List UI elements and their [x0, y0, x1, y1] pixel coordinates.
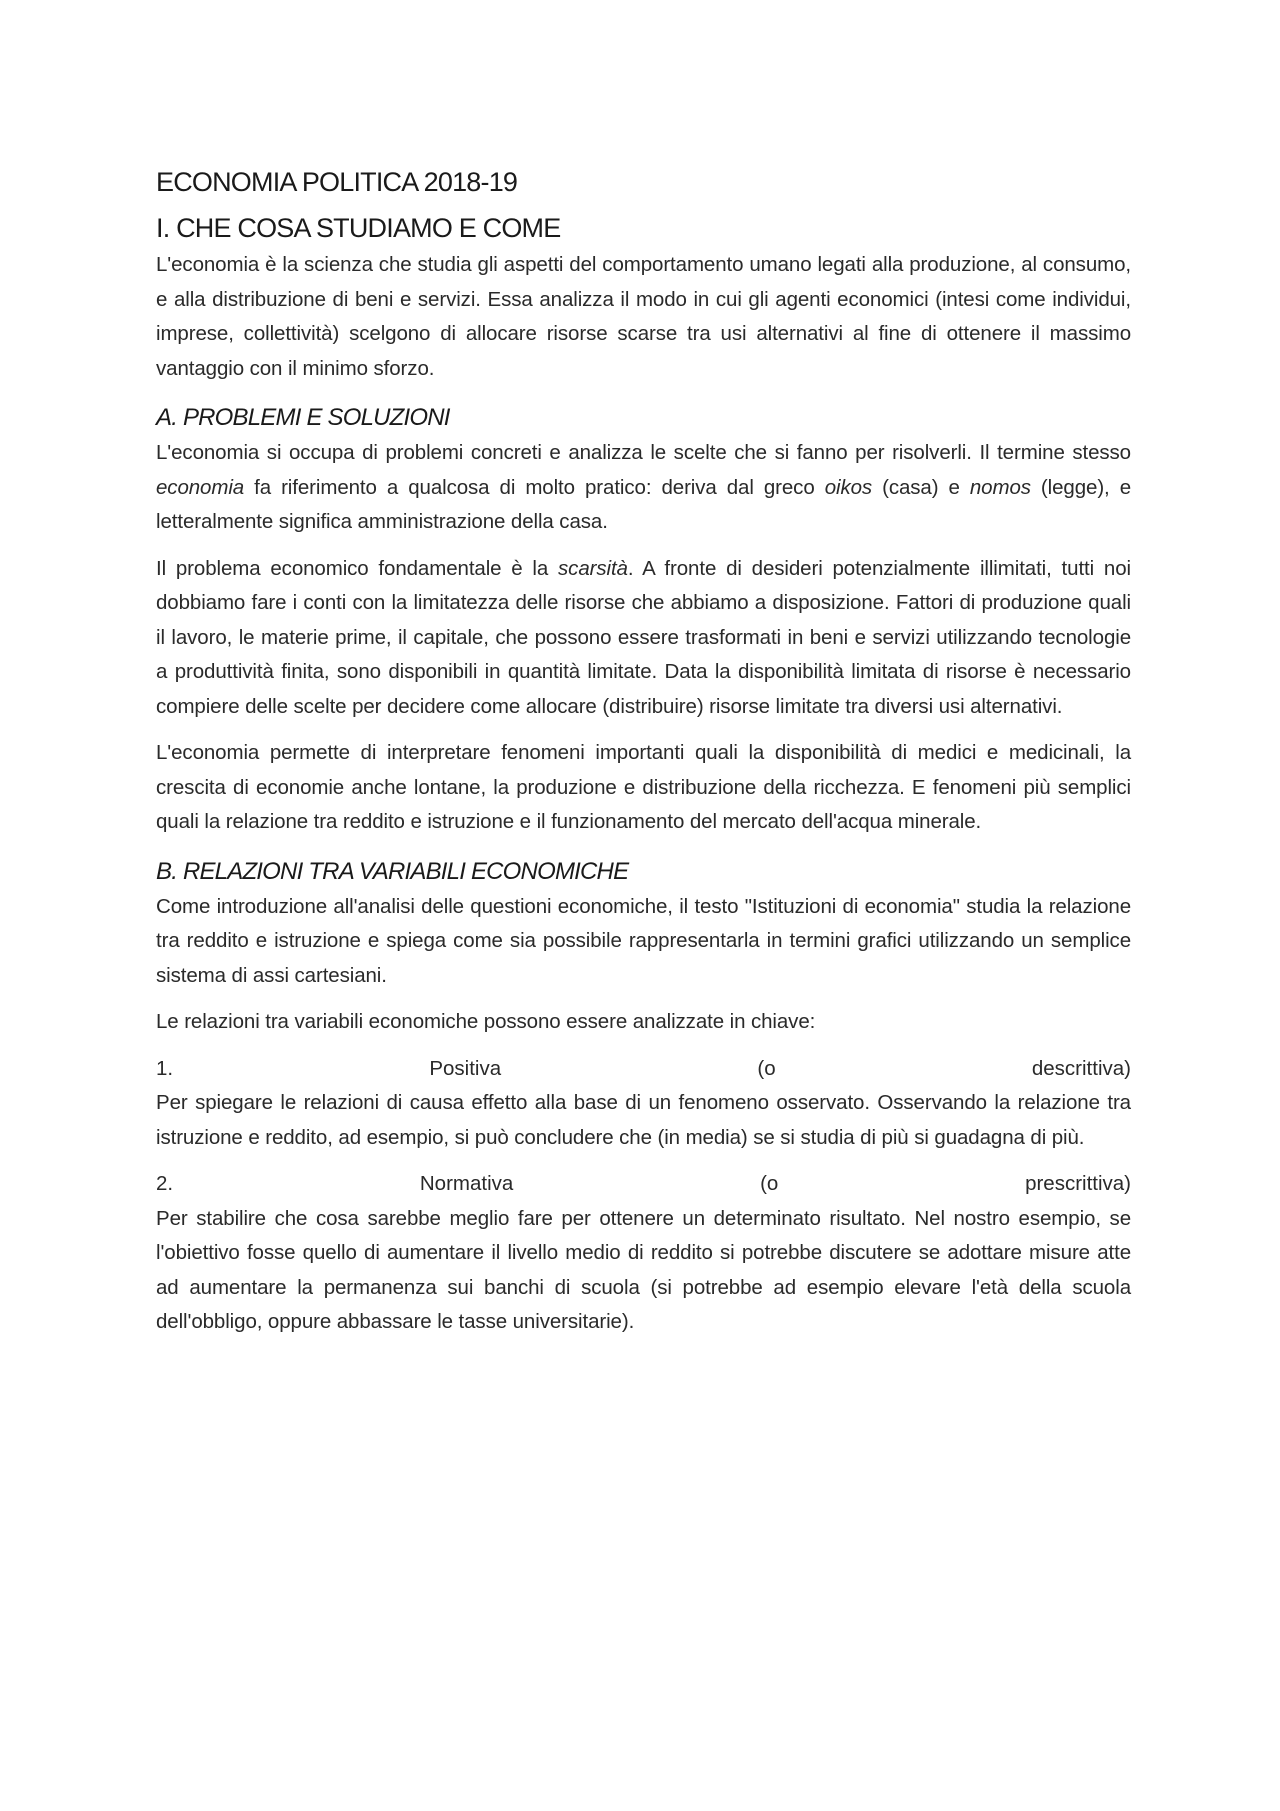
- list-item-1-text: Per spiegare le relazioni di causa effetto alla base di un fenomeno osservato. Osservando la relazione tra istruzione e reddito, ad esempio, si può concludere che (in media) se si studia di più si guadagna di più.: [156, 1091, 1131, 1149]
- list-item-2-header: 2. Normativa (o prescrittiva): [156, 1172, 1131, 1195]
- section-a-paragraph-3: L'economia permette di interpretare fenomeni importanti quali la disponibilità di medici e medicinali, la crescita di economie anche lontane, la produzione e distribuzione della ricchezza. E fenomeni più semplici quali la relazione tra reddito e istruzione e il funzionamento del mercato dell'acqua minerale.: [156, 741, 1131, 833]
- chapter-title: I. CHE COSA STUDIAMO E COME: [156, 213, 561, 243]
- section-b-paragraph-1: Come introduzione all'analisi delle questioni economiche, il testo "Istituzioni di economia" studia la relazione tra reddito e istruzione e spiega come sia possibile rappresentarla in termini grafici utilizzando un semplice sistema di assi cartesiani.: [156, 894, 1131, 987]
- list-item-1-header: 1. Positiva (o descrittiva): [156, 1056, 1131, 1080]
- document-title: ECONOMIA POLITICA 2018-19: [156, 167, 518, 197]
- section-a-paragraph-1: L'economia si occupa di problemi concreti e analizza le scelte che si fanno per risolverli. Il termine stesso economia fa riferimento a qualcosa di molto pratico: deriva dal greco oikos (casa) e nomos (legge), e letteralmente significa amministrazione della casa.: [156, 441, 1131, 533]
- section-b-paragraph-2: Le relazioni tra variabili economiche possono essere analizzate in chiave:: [156, 1010, 816, 1033]
- document-page: [156, 162, 1131, 1340]
- section-a-paragraph-2: Il problema economico fondamentale è la scarsità. A fronte di desideri potenzialmente illimitati, tutti noi dobbiamo fare i conti con la limitatezza delle risorse che abbiamo a disposizione. Fattori di produzione quali il lavoro, le materie prime, il capitale, che possono essere trasformati in beni e servizi utilizzando tecnologie a produttività finita, sono disponibili in quantità limitate. Data la disponibilità limitata di risorse è necessario compiere delle scelte per decidere come allocare (distribuire) risorse limitate tra diversi usi alternativi.: [156, 556, 1131, 718]
- list-item-2-text: Per stabilire che cosa sarebbe meglio fare per ottenere un determinato risultato. Nel nostro esempio, se l'obiettivo fosse quello di aumentare il livello medio di reddito si potrebbe discutere se adottare misure atte ad aumentare la permanenza sui banchi di scuola (si potrebbe ad esempio elevare l'età della scuola dell'obbligo, oppure abbassare le tasse universitarie).: [156, 1206, 1131, 1333]
- intro-paragraph: L'economia è la scienza che studia gli aspetti del comportamento umano legati alla produzione, al consumo, e alla distribuzione di beni e servizi. Essa analizza il modo in cui gli agenti economici (intesi come individui, imprese, collettività) scelgono di allocare risorse scarse tra usi alternativi al fine di ottenere il massimo vantaggio con il minimo sforzo.: [156, 253, 1131, 380]
- section-a-heading: A. PROBLEMI E SOLUZIONI: [156, 404, 450, 431]
- section-b-heading: B. RELAZIONI TRA VARIABILI ECONOMICHE: [156, 857, 629, 885]
